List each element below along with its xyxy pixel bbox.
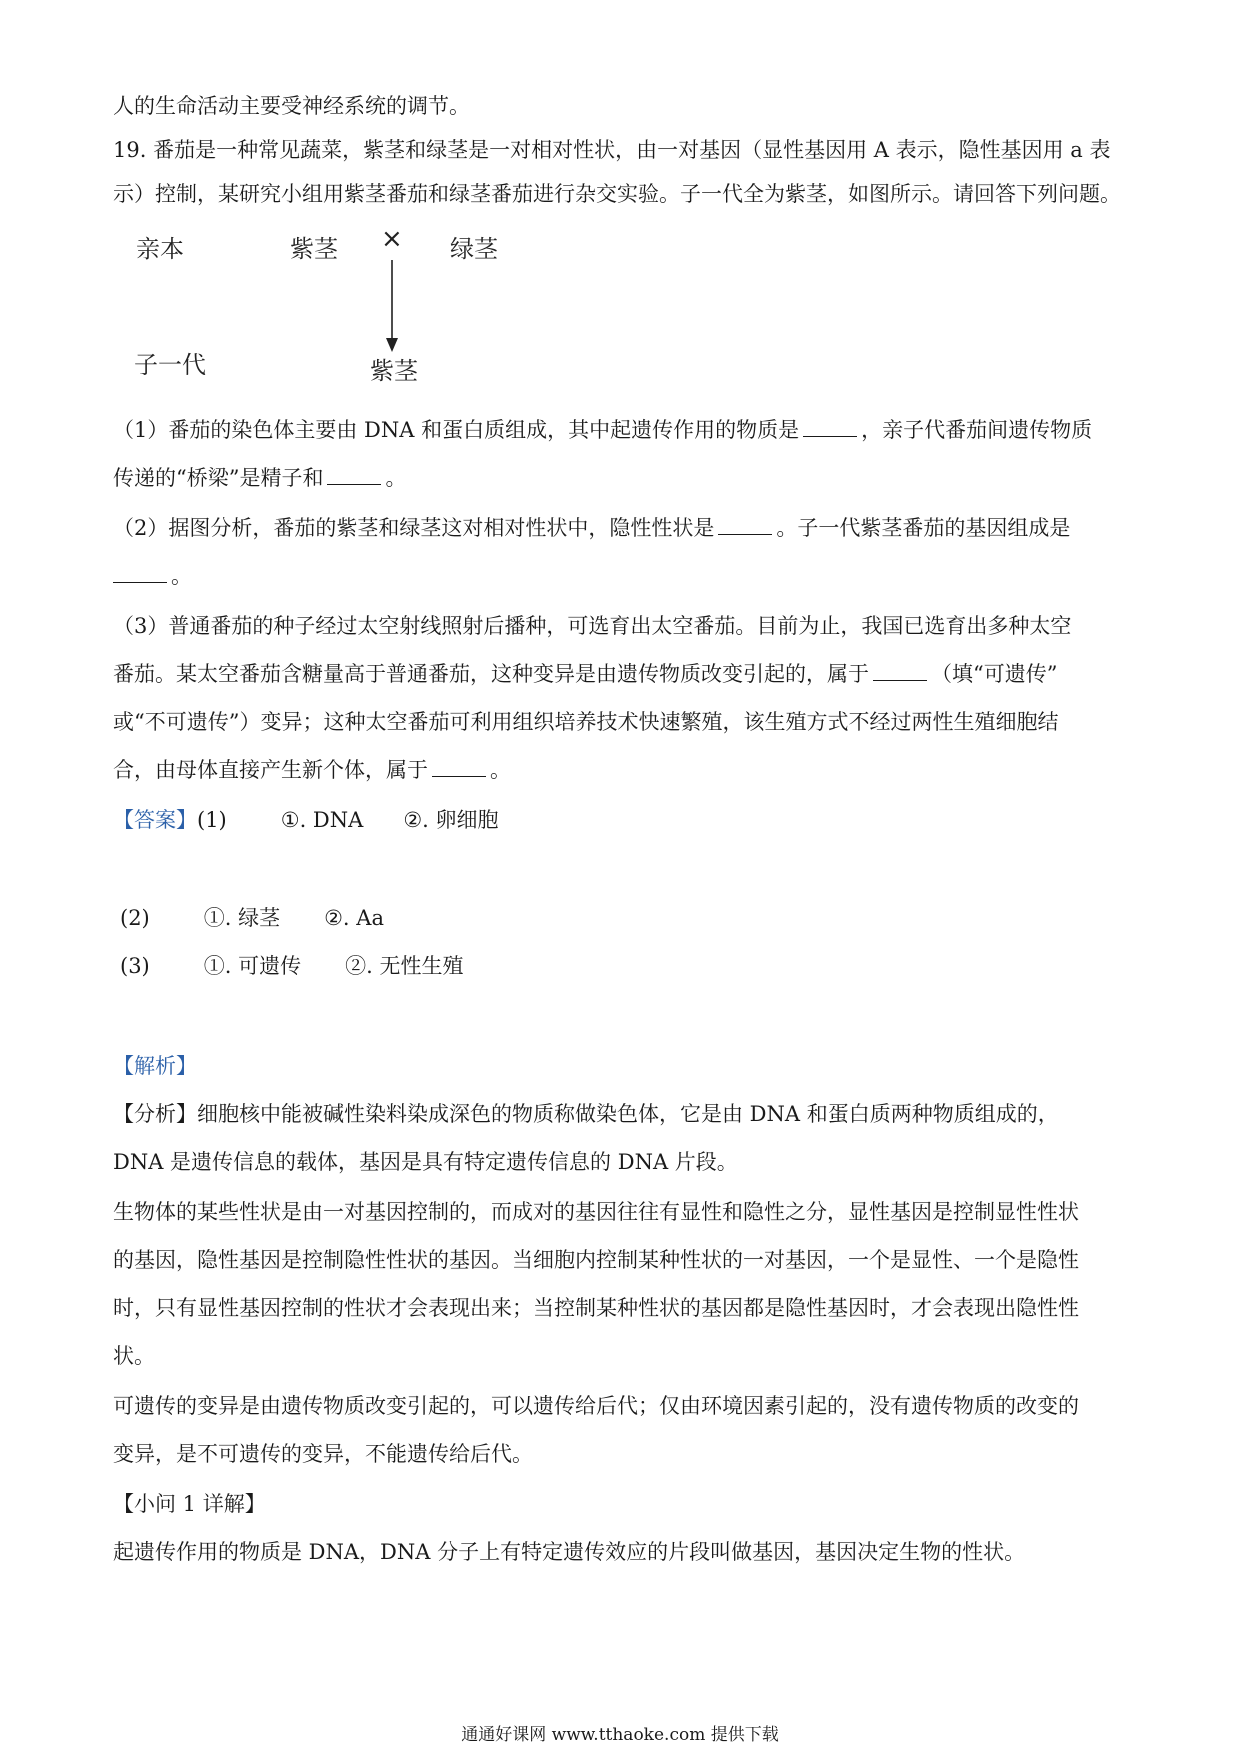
arrow-down-icon: [384, 258, 400, 354]
answer-blank: [718, 516, 772, 535]
parent-label: 亲本: [136, 235, 184, 263]
answer-row-3: [120, 952, 463, 980]
cross-symbol: ×: [381, 224, 403, 254]
answer-1-part-2: ②. 卵细胞: [403, 808, 499, 832]
parent-purple-stem: 紫茎: [290, 235, 338, 263]
question-3-line1: （3）普通番茄的种子经过太空射线照射后播种，可选育出太空番茄。目前为止，我国已选育出多种太空: [113, 614, 1072, 638]
parent-green-stem: 绿茎: [450, 235, 498, 263]
answer-row-2: [120, 904, 384, 932]
answer-blank: [327, 466, 381, 485]
question-1-line2: [113, 464, 406, 492]
question-19-line2: 示）控制，某研究小组用紫茎番茄和绿茎番茄进行杂交实验。子一代全为紫茎，如图所示。请回答下列问题。: [113, 182, 1121, 206]
analysis-tag: 【解析】: [113, 1054, 197, 1078]
sub-question-1-heading: 【小问 1 详解】: [113, 1492, 266, 1516]
analysis-line: 时，只有显性基因控制的性状才会表现出来；当控制某种性状的基因都是隐性基因时，才会表现出隐性性: [113, 1296, 1079, 1320]
answer-row-1: [113, 806, 499, 834]
answer-blank: [113, 564, 167, 583]
answer-1-label: (1): [197, 808, 227, 832]
q1-text-c: 传递的“桥梁”是精子和: [113, 466, 324, 490]
analysis-line: 起遗传作用的物质是 DNA，DNA 分子上有特定遗传效应的片段叫做基因，基因决定生物的性状。: [113, 1540, 1026, 1564]
analysis-line: DNA 是遗传信息的载体，基因是具有特定遗传信息的 DNA 片段。: [113, 1150, 738, 1174]
question-2-line2: [113, 562, 192, 590]
q3-text-f: 。: [490, 758, 511, 782]
q2-text-a: （2）据图分析，番茄的紫茎和绿茎这对相对性状中，隐性性状是: [113, 516, 715, 540]
child-label: 子一代: [134, 351, 206, 379]
child-purple-stem: 紫茎: [370, 357, 418, 385]
question-2-line1: [113, 514, 1070, 542]
answer-2-part-2: ②. Aa: [324, 906, 384, 930]
q3-text-c: （填“可遗传”: [931, 662, 1058, 686]
question-1-line1: [113, 416, 1092, 444]
q1-text-a: （1）番茄的染色体主要由 DNA 和蛋白质组成，其中起遗传作用的物质是: [113, 418, 800, 442]
q1-text-b: ，亲子代番茄间遗传物质: [861, 418, 1093, 442]
answer-1-part-1: ①. DNA: [280, 808, 364, 832]
analysis-line: 状。: [113, 1344, 155, 1368]
q2-text-c: 。: [171, 564, 192, 588]
answer-3-label: (3): [120, 954, 150, 978]
footer-credit: 通通好课网 www.tthaoke.com 提供下载: [461, 1725, 779, 1745]
q3-text-e: 合，由母体直接产生新个体，属于: [113, 758, 428, 782]
question-3-line3: 或“不可遗传”）变异；这种太空番茄可利用组织培养技术快速繁殖，该生殖方式不经过两性生殖细胞结: [113, 710, 1059, 734]
analysis-line: 的基因，隐性基因是控制隐性性状的基因。当细胞内控制某种性状的一对基因，一个是显性、一个是隐性: [113, 1248, 1079, 1272]
answer-2-part-1: ①. 绿茎: [203, 906, 281, 930]
q3-text-b: 番茄。某太空番茄含糖量高于普通番茄，这种变异是由遗传物质改变引起的，属于: [113, 662, 869, 686]
q1-text-d: 。: [385, 466, 407, 490]
question-3-line2: [113, 660, 1057, 688]
question-3-line4: [113, 756, 511, 784]
answer-blank: [803, 418, 857, 437]
answer-blank: [873, 662, 927, 681]
answer-3-part-1: ①. 可遗传: [203, 954, 302, 978]
text-line: 人的生命活动主要受神经系统的调节。: [113, 94, 470, 118]
answer-tag: 【答案】: [113, 808, 197, 832]
analysis-line: 生物体的某些性状是由一对基因控制的，而成对的基因往往有显性和隐性之分，显性基因是控制显性性状: [113, 1200, 1079, 1224]
q2-text-b: 。子一代紫茎番茄的基因组成是: [776, 516, 1071, 540]
analysis-line: 【分析】细胞核中能被碱性染料染成深色的物质称做染色体，它是由 DNA 和蛋白质两种物质组成的，: [113, 1102, 1059, 1126]
answer-2-label: (2): [120, 906, 150, 930]
analysis-line: 可遗传的变异是由遗传物质改变引起的，可以遗传给后代；仅由环境因素引起的，没有遗传物质的改变的: [113, 1394, 1079, 1418]
answer-blank: [432, 758, 486, 777]
analysis-line: 变异，是不可遗传的变异，不能遗传给后代。: [113, 1442, 533, 1466]
answer-3-part-2: ②. 无性生殖: [345, 954, 464, 978]
question-19-line1: 19. 番茄是一种常见蔬菜，紫茎和绿茎是一对相对性状，由一对基因（显性基因用 A 表示，隐性基因用 a 表: [113, 138, 1111, 162]
